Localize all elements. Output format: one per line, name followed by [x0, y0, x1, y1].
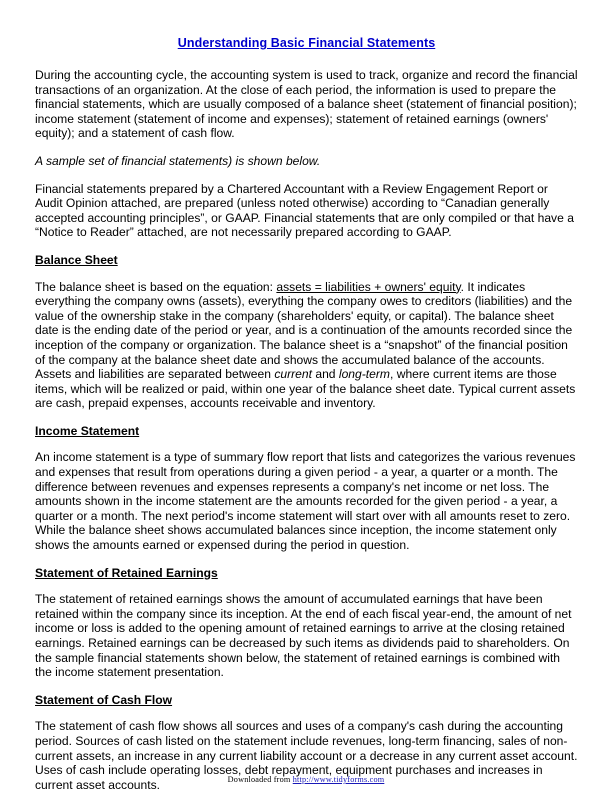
intro-paragraph: During the accounting cycle, the accounting system is used to track, organize and record the financial transactions of an organization. At the close of each period, the information is used to prepare the financial statements, which are usually composed of a balance sheet (statement of financial position); income statement (statement of income and expenses); statement of retained earnings (owners' equity); and a statement of cash flow. — [35, 68, 578, 141]
retained-earnings-paragraph: The statement of retained earnings shows the amount of accumulated earnings that have been retained within the company since its inception. At the end of each fiscal year-end, the amount of net income or loss is added to the opening amount of retained earnings to arrive at the closing retained earnings. Retained earnings can be decreased by such items as dividends paid to shareholders. On the sample financial statements shown below, the statement of retained earnings is combined with the income statement presentation. — [35, 592, 572, 680]
document-body — [35, 36, 578, 792]
balance-sheet-tail: , where current items are those items, which will be realized or paid, within one year of the balance sheet date. Typical current assets are cash, prepaid expenses, accounts receivable and inventory. — [35, 367, 576, 411]
section-heading-income-statement — [35, 424, 578, 439]
footer-source-link[interactable]: http://www.tidyforms.com — [292, 775, 385, 784]
cash-flow-paragraph: The statement of cash flow shows all sources and uses of a company's cash during the accounting period. Sources of cash listed on the statement include revenues, long-term financing, sales of non-current assets, an increase in any current liability account or a decrease in any current asset account. Uses of cash include operating losses, debt repayment, equipment purchases and increases in current asset accounts. — [35, 719, 578, 792]
page-footer — [0, 775, 612, 785]
balance-sheet-lead: The balance sheet is based on the equation: — [35, 279, 277, 294]
section-heading-retained-earnings — [35, 566, 578, 581]
income-statement-paragraph: An income statement is a type of summary flow report that lists and categorizes the various revenues and expenses that result from operations during a given period - a year, a quarter or a month. The difference between revenues and expenses represents a company's net income or net loss. The amounts shown in the income statement are the amounts recorded for the given period - a year, a quarter or a month. The next period's income statement will start over with all amounts reset to zero. While the balance sheet shows accumulated balances since inception, the income statement only shows the amounts earned or expensed during the period in question. — [35, 450, 576, 553]
balance-sheet-paragraph — [35, 280, 578, 411]
balance-sheet-italic-longterm: long-term — [338, 367, 390, 382]
balance-sheet-equation: assets = liabilities + owners' equity — [276, 279, 461, 294]
footer-prefix-text: Downloaded from — [227, 775, 293, 784]
section-heading-cash-flow-label: Statement of Cash Flow — [35, 692, 173, 707]
section-heading-balance-sheet-label: Balance Sheet — [35, 252, 118, 267]
sample-note: A sample set of financial statements) is shown below. — [35, 153, 321, 168]
section-heading-income-statement-label: Income Statement — [35, 423, 140, 438]
balance-sheet-mid: . It indicates everything the company owns (assets), everything the company owes to creditors (liabilities) and the value of the ownership stake in the company (shareholders' equity, or capital). The balance sheet date is the ending date of the period or year, and is a continuation of the amounts recorded since the inception of the company or organization. The balance sheet is a “snapshot” of the financial position of the company at the balance sheet date and shows the accumulated balance of the accounts. Assets and liabilities are separated between — [35, 279, 573, 382]
balance-sheet-join: and — [311, 367, 339, 382]
section-heading-balance-sheet — [35, 253, 578, 268]
page-title: Understanding Basic Financial Statements — [177, 36, 436, 50]
balance-sheet-italic-current: current — [274, 367, 312, 382]
gaap-paragraph: Financial statements prepared by a Chartered Accountant with a Review Engagement Report or Audit Opinion attached, are prepared (unless noted otherwise) according to “Canadian generally accepted accounting principles”, or GAAP. Financial statements that are only compiled or that have a “Notice to Reader” attached, are not necessarily prepared according to GAAP. — [35, 181, 574, 240]
section-heading-retained-earnings-label: Statement of Retained Earnings — [35, 565, 218, 580]
section-heading-cash-flow — [35, 693, 578, 708]
